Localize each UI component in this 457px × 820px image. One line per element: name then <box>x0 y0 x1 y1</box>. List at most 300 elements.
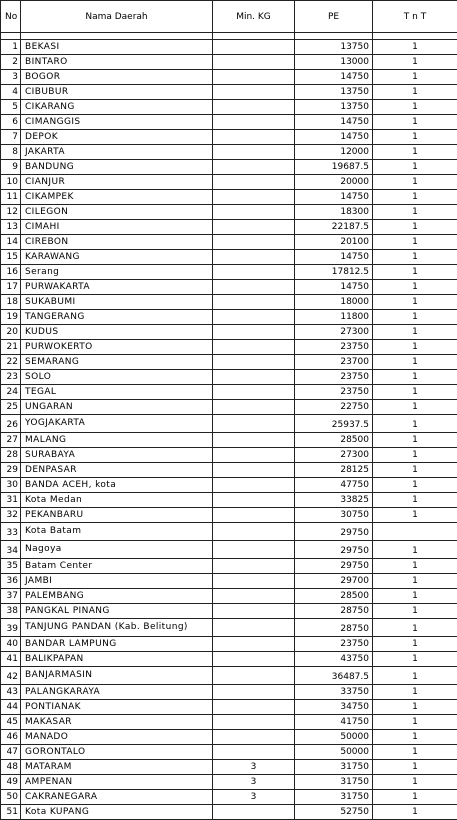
row-min-kg <box>213 730 295 745</box>
table-row <box>1 667 457 685</box>
row-tnt: 1 <box>373 619 457 637</box>
row-name: BANDUNG <box>21 160 213 175</box>
row-name: CIMAHI <box>21 220 213 235</box>
row-number: 40 <box>1 637 21 652</box>
row-pe: 28500 <box>295 433 373 448</box>
row-number: 51 <box>1 805 21 820</box>
row-tnt: 1 <box>373 250 457 265</box>
row-number: 38 <box>1 604 21 619</box>
row-min-kg <box>213 589 295 604</box>
table-row <box>1 400 457 415</box>
row-tnt: 1 <box>373 220 457 235</box>
row-number: 23 <box>1 370 21 385</box>
row-number: 33 <box>1 523 21 541</box>
row-pe: 11800 <box>295 310 373 325</box>
row-pe: 41750 <box>295 715 373 730</box>
row-tnt: 1 <box>373 760 457 775</box>
row-number: 42 <box>1 667 21 685</box>
table-row <box>1 478 457 493</box>
row-number: 2 <box>1 55 21 70</box>
table-row <box>1 805 457 820</box>
row-name: BANDA ACEH, kota <box>21 478 213 493</box>
row-min-kg <box>213 652 295 667</box>
row-number: 31 <box>1 493 21 508</box>
row-name: TANJUNG PANDAN (Kab. Belitung) <box>21 619 213 637</box>
row-pe: 22187.5 <box>295 220 373 235</box>
table-row <box>1 175 457 190</box>
row-pe: 29750 <box>295 523 373 541</box>
table-row <box>1 760 457 775</box>
row-name: DENPASAR <box>21 463 213 478</box>
row-tnt: 1 <box>373 463 457 478</box>
row-tnt: 1 <box>373 355 457 370</box>
table-row <box>1 385 457 400</box>
row-number: 15 <box>1 250 21 265</box>
row-name: BANJARMASIN <box>21 667 213 685</box>
row-tnt: 1 <box>373 541 457 559</box>
row-name: Batam Center <box>21 559 213 574</box>
row-name: CILEGON <box>21 205 213 220</box>
row-min-kg <box>213 508 295 523</box>
row-number: 35 <box>1 559 21 574</box>
row-name: Kota KUPANG <box>21 805 213 820</box>
row-tnt: 1 <box>373 175 457 190</box>
row-pe: 43750 <box>295 652 373 667</box>
row-pe: 28125 <box>295 463 373 478</box>
row-name: PANGKAL PINANG <box>21 604 213 619</box>
row-name: CIKAMPEK <box>21 190 213 205</box>
row-name: Nagoya <box>21 541 213 559</box>
row-min-kg <box>213 400 295 415</box>
row-tnt: 1 <box>373 190 457 205</box>
row-pe: 20100 <box>295 235 373 250</box>
row-name: SOLO <box>21 370 213 385</box>
table-row <box>1 235 457 250</box>
row-tnt: 1 <box>373 295 457 310</box>
row-name: MATARAM <box>21 760 213 775</box>
row-min-kg <box>213 541 295 559</box>
table-row <box>1 745 457 760</box>
row-pe: 31750 <box>295 775 373 790</box>
row-pe: 34750 <box>295 700 373 715</box>
row-name: BINTARO <box>21 55 213 70</box>
table-row <box>1 463 457 478</box>
table-row <box>1 205 457 220</box>
row-tnt: 1 <box>373 700 457 715</box>
row-number: 4 <box>1 85 21 100</box>
row-tnt: 1 <box>373 160 457 175</box>
row-name: GORONTALO <box>21 745 213 760</box>
table-row <box>1 325 457 340</box>
row-min-kg <box>213 700 295 715</box>
row-tnt: 1 <box>373 589 457 604</box>
row-min-kg <box>213 175 295 190</box>
row-number: 8 <box>1 145 21 160</box>
row-tnt: 1 <box>373 100 457 115</box>
row-name: MALANG <box>21 433 213 448</box>
row-number: 16 <box>1 265 21 280</box>
table-row <box>1 637 457 652</box>
row-tnt: 1 <box>373 805 457 820</box>
row-tnt: 1 <box>373 730 457 745</box>
header-spacer-row <box>1 33 457 40</box>
row-name: Kota Batam <box>21 523 213 541</box>
row-number: 32 <box>1 508 21 523</box>
row-min-kg <box>213 220 295 235</box>
row-pe: 23750 <box>295 340 373 355</box>
row-pe: 27300 <box>295 325 373 340</box>
row-tnt: 1 <box>373 667 457 685</box>
row-tnt: 1 <box>373 145 457 160</box>
table-row <box>1 523 457 541</box>
row-number: 27 <box>1 433 21 448</box>
table-row <box>1 700 457 715</box>
row-number: 25 <box>1 400 21 415</box>
row-name: CIANJUR <box>21 175 213 190</box>
row-pe: 23700 <box>295 355 373 370</box>
row-number: 14 <box>1 235 21 250</box>
row-min-kg <box>213 325 295 340</box>
table-row <box>1 160 457 175</box>
row-name: CAKRANEGARA <box>21 790 213 805</box>
table-row <box>1 685 457 700</box>
row-pe: 13000 <box>295 55 373 70</box>
row-tnt: 1 <box>373 433 457 448</box>
row-number: 46 <box>1 730 21 745</box>
row-min-kg <box>213 604 295 619</box>
row-number: 47 <box>1 745 21 760</box>
row-name: DEPOK <box>21 130 213 145</box>
row-tnt: 1 <box>373 604 457 619</box>
table-row <box>1 250 457 265</box>
table-row <box>1 100 457 115</box>
row-name: CIKARANG <box>21 100 213 115</box>
row-name: PALEMBANG <box>21 589 213 604</box>
row-pe: 28750 <box>295 619 373 637</box>
table-row <box>1 40 457 55</box>
table-row <box>1 604 457 619</box>
row-number: 19 <box>1 310 21 325</box>
row-pe: 12000 <box>295 145 373 160</box>
row-min-kg <box>213 745 295 760</box>
row-number: 24 <box>1 385 21 400</box>
row-pe: 50000 <box>295 730 373 745</box>
row-pe: 29750 <box>295 559 373 574</box>
row-min-kg <box>213 145 295 160</box>
row-pe: 33750 <box>295 685 373 700</box>
row-pe: 18000 <box>295 295 373 310</box>
row-tnt: 1 <box>373 400 457 415</box>
row-name: Serang <box>21 265 213 280</box>
row-min-kg <box>213 130 295 145</box>
table-row <box>1 790 457 805</box>
row-pe: 33825 <box>295 493 373 508</box>
row-tnt: 1 <box>373 130 457 145</box>
table-row <box>1 295 457 310</box>
row-pe: 29750 <box>295 541 373 559</box>
row-number: 7 <box>1 130 21 145</box>
row-pe: 22750 <box>295 400 373 415</box>
row-number: 18 <box>1 295 21 310</box>
row-name: PALANGKARAYA <box>21 685 213 700</box>
row-tnt: 1 <box>373 55 457 70</box>
row-number: 30 <box>1 478 21 493</box>
row-min-kg <box>213 619 295 637</box>
table-row <box>1 775 457 790</box>
row-tnt: 1 <box>373 235 457 250</box>
row-min-kg: 3 <box>213 790 295 805</box>
row-name: AMPENAN <box>21 775 213 790</box>
table-row <box>1 370 457 385</box>
row-pe: 31750 <box>295 790 373 805</box>
row-min-kg <box>213 667 295 685</box>
row-number: 1 <box>1 40 21 55</box>
row-pe: 31750 <box>295 760 373 775</box>
row-name: KUDUS <box>21 325 213 340</box>
table-row <box>1 541 457 559</box>
table-body <box>1 33 457 820</box>
row-pe: 14750 <box>295 130 373 145</box>
table-header-row <box>1 1 457 33</box>
row-min-kg <box>213 295 295 310</box>
row-min-kg <box>213 478 295 493</box>
row-min-kg <box>213 265 295 280</box>
row-tnt: 1 <box>373 385 457 400</box>
row-min-kg <box>213 340 295 355</box>
row-name: PURWOKERTO <box>21 340 213 355</box>
row-tnt: 1 <box>373 715 457 730</box>
row-number: 17 <box>1 280 21 295</box>
row-number: 9 <box>1 160 21 175</box>
row-name: MAKASAR <box>21 715 213 730</box>
row-pe: 13750 <box>295 85 373 100</box>
row-name: Kota Medan <box>21 493 213 508</box>
table-row <box>1 310 457 325</box>
row-name: TEGAL <box>21 385 213 400</box>
row-min-kg <box>213 463 295 478</box>
row-pe: 47750 <box>295 478 373 493</box>
row-tnt: 1 <box>373 493 457 508</box>
header-min-kg: Min. KG <box>213 1 295 33</box>
table-row <box>1 715 457 730</box>
row-name: BALIKPAPAN <box>21 652 213 667</box>
row-pe: 14750 <box>295 70 373 85</box>
row-tnt: 1 <box>373 478 457 493</box>
row-min-kg <box>213 574 295 589</box>
row-name: TANGERANG <box>21 310 213 325</box>
row-tnt: 1 <box>373 340 457 355</box>
row-min-kg <box>213 805 295 820</box>
row-number: 39 <box>1 619 21 637</box>
row-min-kg <box>213 100 295 115</box>
header-nama-daerah: Nama Daerah <box>21 1 213 33</box>
row-pe: 19687.5 <box>295 160 373 175</box>
row-number: 48 <box>1 760 21 775</box>
row-tnt: 1 <box>373 310 457 325</box>
row-min-kg <box>213 55 295 70</box>
row-number: 49 <box>1 775 21 790</box>
row-number: 10 <box>1 175 21 190</box>
row-pe: 50000 <box>295 745 373 760</box>
row-tnt: 1 <box>373 85 457 100</box>
row-tnt: 1 <box>373 775 457 790</box>
row-tnt: 1 <box>373 790 457 805</box>
row-name: BANDAR LAMPUNG <box>21 637 213 652</box>
row-tnt: 1 <box>373 205 457 220</box>
row-name: CIMANGGIS <box>21 115 213 130</box>
row-min-kg <box>213 523 295 541</box>
row-tnt: 1 <box>373 448 457 463</box>
header-pe: PE <box>295 1 373 33</box>
row-tnt: 1 <box>373 637 457 652</box>
row-tnt: 1 <box>373 559 457 574</box>
row-pe: 14750 <box>295 115 373 130</box>
row-tnt: 1 <box>373 652 457 667</box>
row-pe: 25937.5 <box>295 415 373 433</box>
row-min-kg <box>213 415 295 433</box>
row-number: 13 <box>1 220 21 235</box>
table-row <box>1 145 457 160</box>
table-row <box>1 730 457 745</box>
row-pe: 17812.5 <box>295 265 373 280</box>
row-min-kg <box>213 559 295 574</box>
table-row <box>1 493 457 508</box>
row-tnt: 1 <box>373 745 457 760</box>
row-tnt: 1 <box>373 280 457 295</box>
row-name: BEKASI <box>21 40 213 55</box>
row-pe: 23750 <box>295 637 373 652</box>
row-pe: 23750 <box>295 385 373 400</box>
row-tnt: 1 <box>373 370 457 385</box>
row-tnt: 1 <box>373 40 457 55</box>
table-row <box>1 448 457 463</box>
row-pe: 28750 <box>295 604 373 619</box>
row-pe: 14750 <box>295 250 373 265</box>
table-row <box>1 70 457 85</box>
row-name: SUKABUMI <box>21 295 213 310</box>
table-row <box>1 265 457 280</box>
table-row <box>1 355 457 370</box>
row-pe: 14750 <box>295 280 373 295</box>
table-row <box>1 85 457 100</box>
row-number: 20 <box>1 325 21 340</box>
row-name: CIREBON <box>21 235 213 250</box>
row-pe: 52750 <box>295 805 373 820</box>
row-pe: 14750 <box>295 190 373 205</box>
row-min-kg: 3 <box>213 760 295 775</box>
row-number: 12 <box>1 205 21 220</box>
row-min-kg <box>213 637 295 652</box>
row-number: 26 <box>1 415 21 433</box>
row-number: 50 <box>1 790 21 805</box>
row-tnt: 1 <box>373 685 457 700</box>
header-no: No <box>1 1 21 33</box>
row-number: 45 <box>1 715 21 730</box>
row-pe: 36487.5 <box>295 667 373 685</box>
row-number: 44 <box>1 700 21 715</box>
row-tnt: 1 <box>373 574 457 589</box>
table-row <box>1 508 457 523</box>
row-tnt: 1 <box>373 115 457 130</box>
row-pe: 13750 <box>295 100 373 115</box>
row-pe: 30750 <box>295 508 373 523</box>
row-number: 3 <box>1 70 21 85</box>
row-number: 29 <box>1 463 21 478</box>
table-row <box>1 652 457 667</box>
row-number: 6 <box>1 115 21 130</box>
row-name: PONTIANAK <box>21 700 213 715</box>
row-min-kg <box>213 190 295 205</box>
table-row <box>1 115 457 130</box>
row-tnt: 1 <box>373 265 457 280</box>
table-row <box>1 574 457 589</box>
row-pe: 18300 <box>295 205 373 220</box>
row-name: JAMBI <box>21 574 213 589</box>
table-row <box>1 433 457 448</box>
row-min-kg <box>213 160 295 175</box>
row-number: 5 <box>1 100 21 115</box>
row-name: YOGJAKARTA <box>21 415 213 433</box>
row-number: 21 <box>1 340 21 355</box>
row-tnt: 1 <box>373 508 457 523</box>
row-name: CIBUBUR <box>21 85 213 100</box>
row-min-kg <box>213 115 295 130</box>
row-min-kg <box>213 250 295 265</box>
table-row <box>1 55 457 70</box>
table-row <box>1 340 457 355</box>
row-min-kg <box>213 310 295 325</box>
row-number: 22 <box>1 355 21 370</box>
row-number: 37 <box>1 589 21 604</box>
table-row <box>1 559 457 574</box>
row-number: 34 <box>1 541 21 559</box>
row-min-kg <box>213 493 295 508</box>
row-pe: 20000 <box>295 175 373 190</box>
row-name: SEMARANG <box>21 355 213 370</box>
table-row <box>1 619 457 637</box>
row-name: BOGOR <box>21 70 213 85</box>
header-tnt: T n T <box>373 1 457 33</box>
row-min-kg <box>213 385 295 400</box>
table-row <box>1 589 457 604</box>
row-name: PEKANBARU <box>21 508 213 523</box>
row-number: 11 <box>1 190 21 205</box>
row-pe: 27300 <box>295 448 373 463</box>
row-pe: 28500 <box>295 589 373 604</box>
row-min-kg <box>213 85 295 100</box>
table-row <box>1 280 457 295</box>
row-min-kg: 3 <box>213 775 295 790</box>
row-min-kg <box>213 433 295 448</box>
row-min-kg <box>213 448 295 463</box>
row-min-kg <box>213 205 295 220</box>
row-tnt: 1 <box>373 325 457 340</box>
row-name: SURABAYA <box>21 448 213 463</box>
row-name: KARAWANG <box>21 250 213 265</box>
row-pe: 13750 <box>295 40 373 55</box>
table-row <box>1 220 457 235</box>
row-number: 41 <box>1 652 21 667</box>
row-min-kg <box>213 280 295 295</box>
row-name: MANADO <box>21 730 213 745</box>
row-min-kg <box>213 715 295 730</box>
row-number: 43 <box>1 685 21 700</box>
table-row <box>1 190 457 205</box>
row-number: 36 <box>1 574 21 589</box>
row-tnt <box>373 523 457 541</box>
row-tnt: 1 <box>373 415 457 433</box>
table-row <box>1 415 457 433</box>
